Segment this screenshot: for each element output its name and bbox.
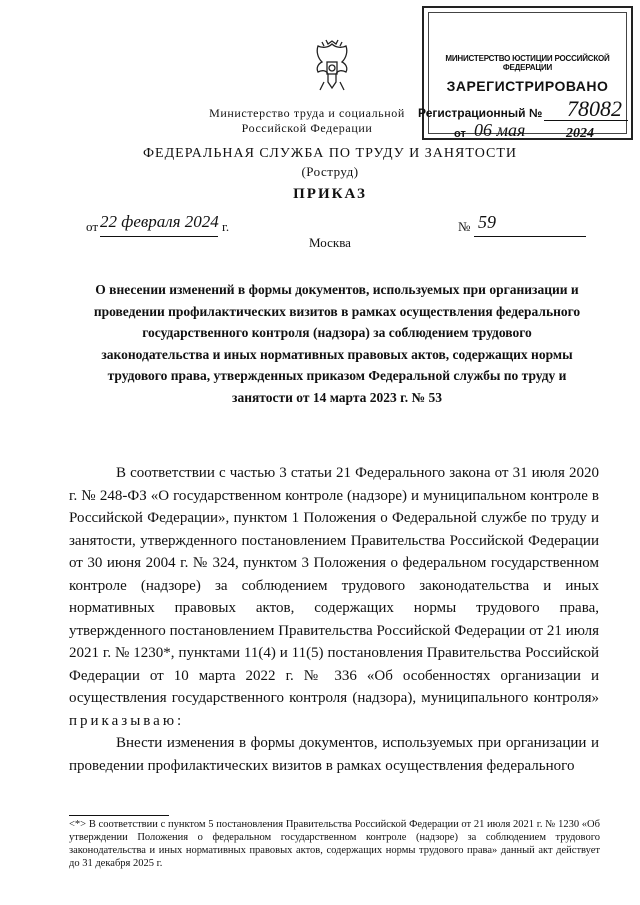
order-date-prefix: от [86, 219, 99, 234]
registration-stamp [418, 6, 633, 141]
city: Москва [309, 235, 351, 250]
coat-of-arms-icon [308, 38, 356, 94]
document-title: О внесении изменений в формы документов, используемых при организации и проведении профилактических визитов в рамках осуществления федерального государственного контроля (надзора) за соблюдением трудового законодательства и иных нормативных правовых актов, содержащих нормы трудового права, утвержденных приказом Федеральной службы по труду и занятости от 14 марта 2023 г. № 53 [93, 282, 581, 405]
stamp-year: 2024 [566, 126, 594, 141]
order-date-underline [100, 236, 218, 237]
ministry-name [192, 106, 422, 136]
ministry-line-1: Министерство труда и социальной [209, 106, 405, 120]
stamp-date: 06 мая [474, 120, 526, 140]
order-number-prefix: № [458, 219, 471, 234]
stamp-registered: ЗАРЕГИСТРИРОВАНО [446, 78, 609, 94]
service-abbr: (Роструд) [301, 164, 359, 179]
document-body [69, 462, 599, 777]
stamp-reg-number: 78082 [567, 96, 622, 121]
order-date: 22 февраля 2024 [100, 212, 219, 231]
stamp-number-underline [544, 120, 628, 121]
paragraph-1 [69, 462, 599, 732]
order-date-suffix: г. [222, 219, 230, 234]
stamp-date-prefix: от [454, 128, 466, 140]
stamp-reg-label: Регистрационный № [418, 106, 543, 120]
service-name: ФЕДЕРАЛЬНАЯ СЛУЖБА ПО ТРУДУ И ЗАНЯТОСТИ [143, 146, 517, 161]
paragraph-1-text: В соответствии с частью 3 статьи 21 Федерального закона от 31 июля 2020 г. № 248-ФЗ «О государственном контроле (надзоре) и муниципальном контроле в Российской Федерации», пунктом 1 Положения о Федеральной службе по труду и занятости, утвержденного постановлением Правительства Российской Федерации от 30 июня 2004 г. № 324, пунктом 3 Положения о федеральном государственном контроле (надзоре) за соблюдением трудового законодательства и иных нормативных правовых актов, содержащих нормы трудового права, утвержденного постановлением Правительства Российской Федерации от 21 июля 2021 г. № 1230*, пунктами 11(4) и 11(5) постановления Правительства Российской Федерации от 10 марта 2022 г. № 336 «Об особенностях организации и осуществления государственного контроля (надзора), муниципального контроля» [69, 465, 599, 706]
ministry-line-2: Российской Федерации [241, 121, 373, 135]
stamp-ministry: МИНИСТЕРСТВО ЮСТИЦИИ РОССИЙСКОЙ ФЕДЕРАЦИИ [445, 54, 610, 72]
document-type: ПРИКАЗ [293, 186, 367, 202]
paragraph-2: Внести изменения в формы документов, используемых при организации и проведении профилактических визитов в рамках осуществления федерального [69, 735, 599, 774]
order-number: 59 [478, 212, 496, 232]
footnote-divider [69, 815, 169, 816]
paragraph-1-end: приказываю: [69, 712, 185, 729]
order-number-underline [474, 236, 586, 237]
footnote: <*> В соответствии с пунктом 5 постановления Правительства Российской Федерации от 21 июля 2021 г. № 1230 «Об утверждении Положения о федеральном государственном контроле (надзоре) за соблюдением трудового законодательства и иных нормативных правовых актов, содержащих нормы трудового права» данный акт действует до 31 декабря 2025 г. [69, 819, 600, 869]
